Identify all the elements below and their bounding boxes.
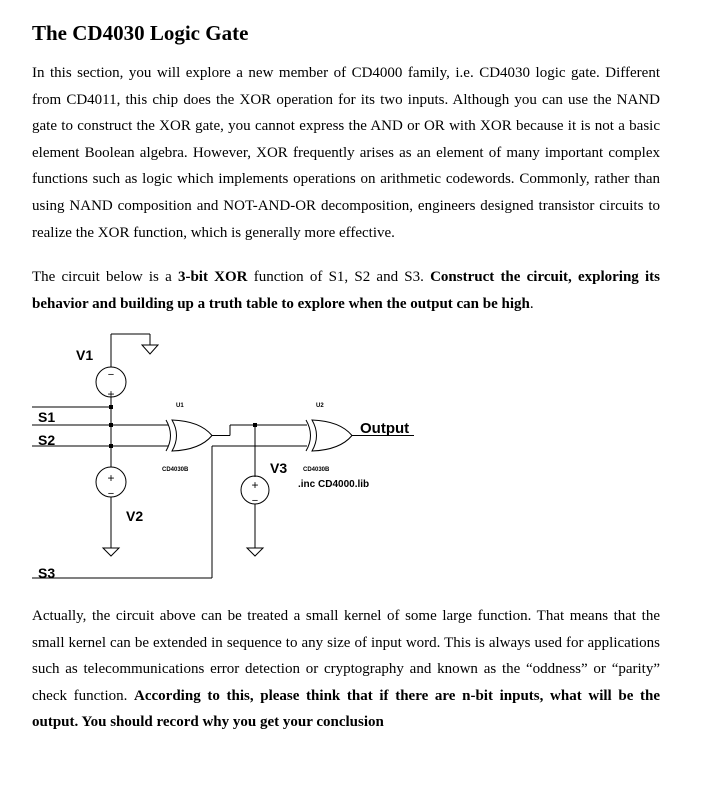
page-title: The CD4030 Logic Gate [32,21,249,45]
u1-label: U1 [176,403,184,409]
ground-icon-v3 [247,548,263,556]
output-label: Output [360,420,410,437]
junction-dot [253,423,257,427]
junction-dot [109,423,113,427]
s3-label: S3 [38,565,56,581]
junction-dot [109,405,113,409]
instruction-paragraph [32,264,660,317]
extension-paragraph [32,603,660,736]
v3-label: V3 [270,460,288,476]
v2-label: V2 [126,508,144,524]
instruction-bold-2: Construct the circuit, exploring its behavior and building up a truth table to explore when the output can be high [32,269,660,312]
circuit-diagram [0,330,706,590]
instruction-text-1: The circuit below is a [32,269,178,285]
junction-dot [109,444,113,448]
s1-label: S1 [38,409,56,425]
v1-label: V1 [76,347,94,363]
ground-icon-v2 [103,548,119,556]
instruction-bold-1: 3-bit XOR [177,269,248,285]
spice-include-directive: .inc CD4000.lib [298,479,370,490]
v2-plus-sign: + [107,471,115,485]
xor-gate-u2 [312,420,352,451]
v1-plus-sign: + [107,387,115,401]
xor-gate-u1 [172,420,212,451]
instruction-text-2: function of S1, S2 and S3. [247,269,431,285]
s2-label: S2 [38,432,56,448]
chip2-label: CD4030B [303,467,330,473]
ground-icon-v1 [142,345,158,354]
v3-plus-sign: + [251,478,259,492]
instruction-text-3: . [529,295,534,312]
extension-bold: According to this, please think that if there are n-bit inputs, what will be the output. You should record why you get your conclusion [32,687,661,731]
v1-minus-sign: − [107,369,115,381]
extension-text: Actually, the circuit above can be treated a small kernel of some large function. That means that the small kernel can be extended in sequence to any size of input word. This is always used for applications such as telecommunications error detection or cryptography and known as the “oddness” or “parity” check function. [32,608,660,704]
v3-minus-sign: − [251,495,259,507]
u2-label: U2 [316,403,324,409]
intro-paragraph: In this section, you will explore a new member of CD4000 family, i.e. CD4030 logic gate. Different from CD4011, this chip does the XOR operation for its two inputs. Although you can use the NAND gate to construct the XOR gate, you cannot express the AND or OR with XOR because it is not a basic element Boolean algebra. However, XOR frequently arises as an element of many important complex functions such as logic which implements operations on arithmetic codewords. Commonly, rather than using NAND composition and NOT-AND-OR decomposition, engineers designed transistor circuits to realize the XOR function, which is generally more effective. [32,65,660,241]
chip1-label: CD4030B [162,467,189,473]
v2-minus-sign: − [107,488,115,500]
